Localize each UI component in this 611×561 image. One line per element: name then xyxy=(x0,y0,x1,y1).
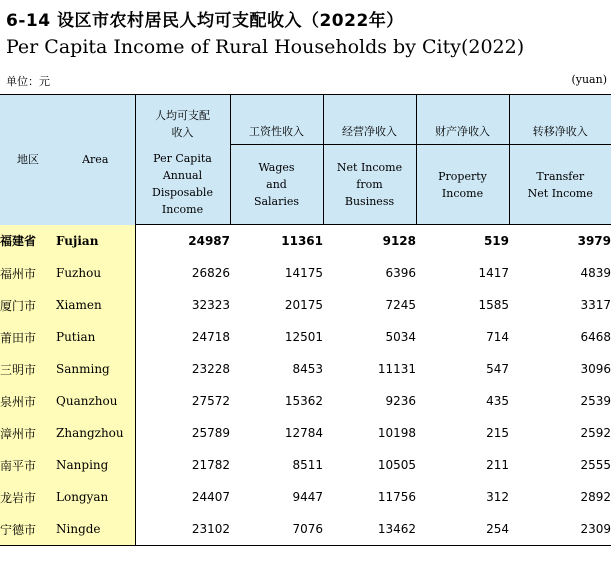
business-income-value: 13462 xyxy=(323,513,416,546)
area-name-en: Fujian xyxy=(56,225,135,258)
property-income-value: 519 xyxy=(483,234,509,248)
disposable-income-value: 24407 xyxy=(191,490,230,504)
business-income-value: 10198 xyxy=(377,426,416,440)
disposable-income-value: 25789 xyxy=(191,426,230,440)
wages-value: 15362 xyxy=(284,394,323,408)
transfer-income-value: 6468 xyxy=(580,330,611,344)
business-income-value: 5034 xyxy=(385,330,416,344)
transfer-income-value: 2592 xyxy=(580,426,611,440)
table-row xyxy=(0,257,611,289)
disposable-income-value: 24987 xyxy=(188,234,230,248)
table-row xyxy=(0,417,611,449)
area-name-en: Quanzhou xyxy=(56,385,135,417)
business-income-value: 9236 xyxy=(385,394,416,408)
area-name-zh: 南平市 xyxy=(0,449,56,481)
wages-value: 20175 xyxy=(284,298,323,312)
header-area-en: Area xyxy=(56,95,135,225)
area-name-zh: 龙岩市 xyxy=(0,481,56,513)
header-transfer-en: Transfer Net Income xyxy=(509,145,611,225)
property-income-value: 254 xyxy=(416,513,509,546)
area-name-zh: 漳州市 xyxy=(0,417,56,449)
table-row xyxy=(0,513,611,546)
transfer-income-value: 2892 xyxy=(580,490,611,504)
area-name-zh: 泉州市 xyxy=(0,385,56,417)
area-name-en: Xiamen xyxy=(56,289,135,321)
area-name-en: Fuzhou xyxy=(56,257,135,289)
transfer-income-value: 4839 xyxy=(580,266,611,280)
business-income-value: 10505 xyxy=(377,458,416,472)
header-disposable-zh: 人均可支配收入 xyxy=(135,95,230,145)
area-name-en: Putian xyxy=(56,321,135,353)
area-name-zh: 宁德市 xyxy=(0,513,56,546)
income-table xyxy=(0,94,611,546)
transfer-income-value: 3979 xyxy=(577,234,611,248)
disposable-income-value: 27572 xyxy=(191,394,230,408)
table-row xyxy=(0,321,611,353)
wages-value: 7076 xyxy=(230,513,323,546)
area-name-en: Sanming xyxy=(56,353,135,385)
header-property-zh: 财产净收入 xyxy=(416,95,509,145)
business-income-value: 11131 xyxy=(377,362,416,376)
wages-value: 14175 xyxy=(284,266,323,280)
property-income-value: 714 xyxy=(486,330,509,344)
header-property-en: Property Income xyxy=(416,145,509,225)
header-wages-zh: 工资性收入 xyxy=(230,95,323,145)
transfer-income-value: 2309 xyxy=(509,513,611,546)
table-row xyxy=(0,449,611,481)
wages-value: 8511 xyxy=(292,458,323,472)
header-area-zh: 地区 xyxy=(0,95,56,225)
wages-value: 9447 xyxy=(292,490,323,504)
table-row xyxy=(0,289,611,321)
area-name-en: Zhangzhou xyxy=(56,417,135,449)
transfer-income-value: 3096 xyxy=(580,362,611,376)
table-title-en: Per Capita Income of Rural Households by City(2022) xyxy=(6,36,525,58)
disposable-income-value: 32323 xyxy=(191,298,230,312)
property-income-value: 312 xyxy=(486,490,509,504)
property-income-value: 211 xyxy=(486,458,509,472)
unit-label-zh: 单位：元 xyxy=(6,75,50,88)
disposable-income-value: 23102 xyxy=(135,513,230,546)
transfer-income-value: 2555 xyxy=(580,458,611,472)
business-income-value: 7245 xyxy=(385,298,416,312)
header-disposable-en: Per Capita Annual Disposable Income xyxy=(135,145,230,225)
area-name-zh: 三明市 xyxy=(0,353,56,385)
disposable-income-value: 24718 xyxy=(191,330,230,344)
property-income-value: 547 xyxy=(486,362,509,376)
wages-value: 12784 xyxy=(284,426,323,440)
area-name-zh: 莆田市 xyxy=(0,321,56,353)
property-income-value: 1417 xyxy=(478,266,509,280)
transfer-income-value: 2539 xyxy=(580,394,611,408)
property-income-value: 435 xyxy=(486,394,509,408)
area-name-zh: 福建省 xyxy=(0,225,56,258)
header-business-en: Net Income from Business xyxy=(323,145,416,225)
area-name-zh: 福州市 xyxy=(0,257,56,289)
property-income-value: 1585 xyxy=(478,298,509,312)
disposable-income-value: 21782 xyxy=(191,458,230,472)
area-name-zh: 厦门市 xyxy=(0,289,56,321)
wages-value: 12501 xyxy=(284,330,323,344)
business-income-value: 6396 xyxy=(385,266,416,280)
property-income-value: 215 xyxy=(486,426,509,440)
wages-value: 8453 xyxy=(292,362,323,376)
table-row xyxy=(0,481,611,513)
table-row xyxy=(0,385,611,417)
transfer-income-value: 3317 xyxy=(580,298,611,312)
table-title-zh: 6-14 设区市农村居民人均可支配收入（2022年） xyxy=(6,11,404,31)
header-wages-en: Wages and Salaries xyxy=(230,145,323,225)
business-income-value: 11756 xyxy=(377,490,416,504)
table-row xyxy=(0,353,611,385)
business-income-value: 9128 xyxy=(382,234,416,248)
unit-label-en: (yuan) xyxy=(571,73,607,86)
area-name-en: Longyan xyxy=(56,481,135,513)
disposable-income-value: 23228 xyxy=(191,362,230,376)
table-row xyxy=(0,225,611,258)
area-name-en: Ningde xyxy=(56,513,135,546)
wages-value: 11361 xyxy=(281,234,323,248)
area-name-en: Nanping xyxy=(56,449,135,481)
header-business-zh: 经营净收入 xyxy=(323,95,416,145)
header-transfer-zh: 转移净收入 xyxy=(509,95,611,145)
disposable-income-value: 26826 xyxy=(191,266,230,280)
